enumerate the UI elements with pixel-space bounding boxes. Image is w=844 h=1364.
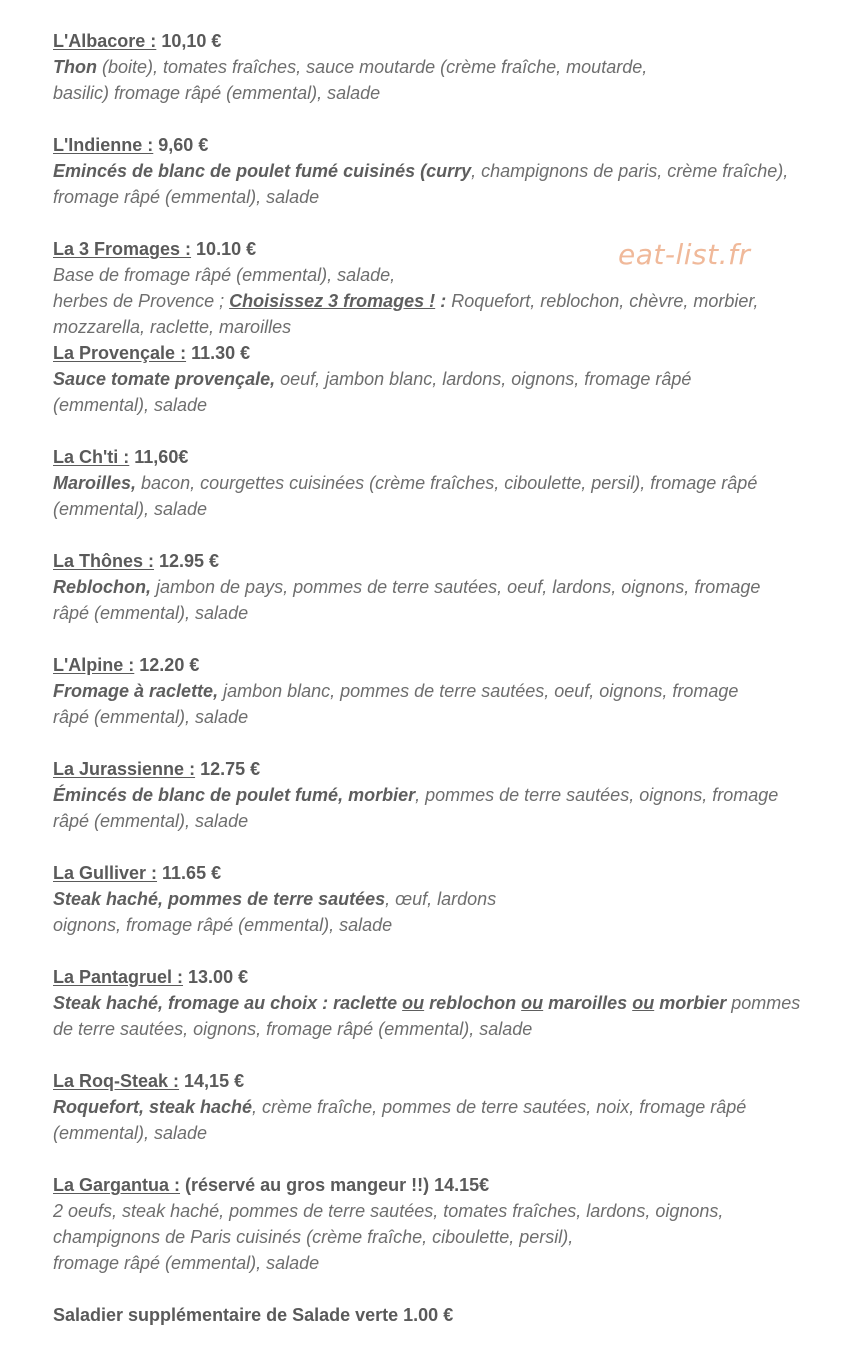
- menu-item-price: 14,15 €: [179, 1071, 245, 1091]
- ingredient-highlight: ou: [632, 993, 655, 1013]
- ingredient-text: jambon blanc, pommes de terre sautées, oeuf, oignons, fromage: [218, 681, 739, 701]
- ingredient-text: (emmental), salade: [53, 499, 208, 519]
- menu-item-description: [53, 54, 823, 106]
- ingredient-highlight: Sauce tomate provençale,: [53, 369, 276, 389]
- ingredient-text: bacon, courgettes cuisinées (crème fraîches, ciboulette, persil), fromage râpé: [136, 473, 758, 493]
- menu-item-name: La Gulliver :: [53, 863, 158, 883]
- description-line: [53, 990, 823, 1016]
- ingredient-highlight: ou: [521, 993, 544, 1013]
- ingredient-highlight: Émincés de blanc de poulet fumé, morbier: [53, 785, 416, 805]
- menu-item-heading: [53, 28, 823, 54]
- description-line: [53, 54, 823, 80]
- ingredient-highlight: :: [435, 291, 447, 311]
- menu-item-price: 11,60€: [129, 447, 189, 467]
- description-line: [53, 184, 823, 210]
- menu-item-price: 12.75 €: [195, 759, 261, 779]
- menu-item-heading: [53, 652, 823, 678]
- menu-item: [53, 1068, 823, 1172]
- description-line: [53, 314, 823, 340]
- menu-item: [53, 964, 823, 1068]
- menu-item-name: L'Indienne :: [53, 135, 154, 155]
- menu-item-price: 11.65 €: [157, 863, 222, 883]
- menu-item: [53, 444, 823, 548]
- ingredient-text: basilic) fromage râpé (emmental), salade: [53, 83, 381, 103]
- ingredient-text: Roquefort, reblochon, chèvre, morbier,: [446, 291, 759, 311]
- ingredient-text: , œuf, lardons: [385, 889, 497, 909]
- menu-item-price: 12.95 €: [154, 551, 220, 571]
- menu-item-name: La Roq-Steak :: [53, 1071, 180, 1091]
- ingredient-text: champignons de Paris cuisinés (crème fraîche, ciboulette, persil),: [53, 1227, 574, 1247]
- description-line: [53, 886, 823, 912]
- menu-item-name: La 3 Fromages :: [53, 239, 192, 259]
- ingredient-highlight: Steak haché, pommes de terre sautées: [53, 889, 386, 909]
- menu-item-description: [53, 470, 823, 522]
- menu-item-name: La Provençale :: [53, 343, 187, 363]
- menu-item-name: La Pantagruel :: [53, 967, 184, 987]
- description-line: [53, 704, 823, 730]
- ingredient-text: mozzarella, raclette, maroilles: [53, 317, 292, 337]
- menu-item-description: [53, 990, 823, 1042]
- menu-item-price: 9,60 €: [153, 135, 209, 155]
- ingredient-text: 2 oeufs, steak haché, pommes de terre sautées, tomates fraîches, lardons, oignons,: [53, 1201, 724, 1221]
- menu-item-name: L'Albacore :: [53, 31, 157, 51]
- menu-item-description: [53, 886, 823, 938]
- menu-item-description: [53, 678, 823, 730]
- ingredient-text: , pommes de terre sautées, oignons, fromage: [415, 785, 779, 805]
- ingredient-highlight: ou: [402, 993, 425, 1013]
- menu-item-price: 12.20 €: [134, 655, 200, 675]
- extra-salad-note: Saladier supplémentaire de Salade verte 1.00 €: [53, 1305, 454, 1325]
- description-line: [53, 678, 823, 704]
- menu-item-description: [53, 262, 823, 340]
- menu-item-description: [53, 158, 823, 210]
- menu-item-description: [53, 782, 823, 834]
- menu-item: [53, 652, 823, 756]
- menu-item-price: (réservé au gros mangeur !!) 14.15€: [180, 1175, 490, 1195]
- ingredient-text: pommes: [726, 993, 801, 1013]
- ingredient-highlight: Emincés de blanc de poulet fumé cuisinés (curry: [53, 161, 472, 181]
- menu-item: [53, 756, 823, 860]
- menu-item: [53, 28, 823, 132]
- description-line: [53, 600, 823, 626]
- menu-item-price: 10.10 €: [191, 239, 257, 259]
- menu-item: [53, 548, 823, 652]
- ingredient-text: Base de fromage râpé (emmental), salade,: [53, 265, 396, 285]
- description-line: [53, 574, 823, 600]
- ingredient-highlight: reblochon: [424, 993, 522, 1013]
- description-line: [53, 470, 823, 496]
- menu-item-name: La Ch'ti :: [53, 447, 130, 467]
- menu-item: [53, 132, 823, 236]
- ingredient-text: râpé (emmental), salade: [53, 811, 249, 831]
- menu-item-description: [53, 366, 823, 418]
- ingredient-highlight: Reblochon,: [53, 577, 151, 597]
- description-line: [53, 158, 823, 184]
- menu-item-price: 11.30 €: [186, 343, 251, 363]
- menu-item-heading: [53, 132, 823, 158]
- menu-item-heading: [53, 964, 823, 990]
- description-line: [53, 496, 823, 522]
- menu-item-price: 10,10 €: [156, 31, 222, 51]
- menu-item-name: La Thônes :: [53, 551, 155, 571]
- ingredient-text: râpé (emmental), salade: [53, 707, 249, 727]
- ingredient-text: herbes de Provence ;: [53, 291, 230, 311]
- description-line: [53, 80, 823, 106]
- menu-item: [53, 340, 823, 444]
- description-line: [53, 288, 823, 314]
- ingredient-text: de terre sautées, oignons, fromage râpé (emmental), salade: [53, 1019, 533, 1039]
- menu-item-description: [53, 574, 823, 626]
- ingredient-highlight: maroilles: [543, 993, 633, 1013]
- ingredient-text: , crème fraîche, pommes de terre sautées, noix, fromage râpé: [252, 1097, 747, 1117]
- description-line: [53, 1224, 823, 1250]
- menu-item-heading: [53, 756, 823, 782]
- ingredient-text: (boite), tomates fraîches, sauce moutarde (crème fraîche, moutarde,: [96, 57, 648, 77]
- menu-item-name: La Gargantua :: [53, 1175, 181, 1195]
- ingredient-text: fromage râpé (emmental), salade: [53, 1253, 320, 1273]
- description-line: [53, 1198, 823, 1224]
- menu-item-name: La Jurassienne :: [53, 759, 196, 779]
- menu-item-price: 13.00 €: [183, 967, 249, 987]
- ingredient-highlight: Thon: [53, 57, 97, 77]
- description-line: [53, 808, 823, 834]
- menu-item: [53, 1172, 823, 1302]
- description-line: [53, 366, 823, 392]
- menu-item-heading: [53, 1172, 823, 1198]
- ingredient-highlight: Choisissez 3 fromages !: [229, 291, 436, 311]
- ingredient-highlight: Roquefort, steak haché: [53, 1097, 253, 1117]
- description-line: [53, 1094, 823, 1120]
- description-line: [53, 912, 823, 938]
- menu-item-heading: [53, 340, 823, 366]
- description-line: [53, 782, 823, 808]
- ingredient-text: jambon de pays, pommes de terre sautées, oeuf, lardons, oignons, fromage: [151, 577, 761, 597]
- ingredient-text: (emmental), salade: [53, 1123, 208, 1143]
- ingredient-text: râpé (emmental), salade: [53, 603, 249, 623]
- menu-item-description: [53, 1094, 823, 1146]
- ingredient-text: oignons, fromage râpé (emmental), salade: [53, 915, 393, 935]
- description-line: [53, 1120, 823, 1146]
- menu-item-heading: [53, 1068, 823, 1094]
- menu-item-description: [53, 1198, 823, 1276]
- description-line: [53, 392, 823, 418]
- watermark-logo: eat-list.fr: [618, 238, 751, 271]
- menu-item-heading: [53, 444, 823, 470]
- menu-item-heading: [53, 860, 823, 886]
- description-line: [53, 1250, 823, 1276]
- menu-item-heading: [53, 548, 823, 574]
- ingredient-highlight: Fromage à raclette,: [53, 681, 219, 701]
- ingredient-text: oeuf, jambon blanc, lardons, oignons, fromage râpé: [275, 369, 692, 389]
- menu-item-name: L'Alpine :: [53, 655, 135, 675]
- menu-list: [53, 28, 823, 1328]
- ingredient-highlight: morbier: [654, 993, 727, 1013]
- description-line: [53, 1016, 823, 1042]
- ingredient-highlight: Maroilles,: [53, 473, 137, 493]
- ingredient-text: (emmental), salade: [53, 395, 208, 415]
- ingredient-text: , champignons de paris, crème fraîche),: [471, 161, 789, 181]
- menu-item: [53, 860, 823, 964]
- ingredient-highlight: Steak haché, fromage au choix : raclette: [53, 993, 403, 1013]
- ingredient-text: fromage râpé (emmental), salade: [53, 187, 320, 207]
